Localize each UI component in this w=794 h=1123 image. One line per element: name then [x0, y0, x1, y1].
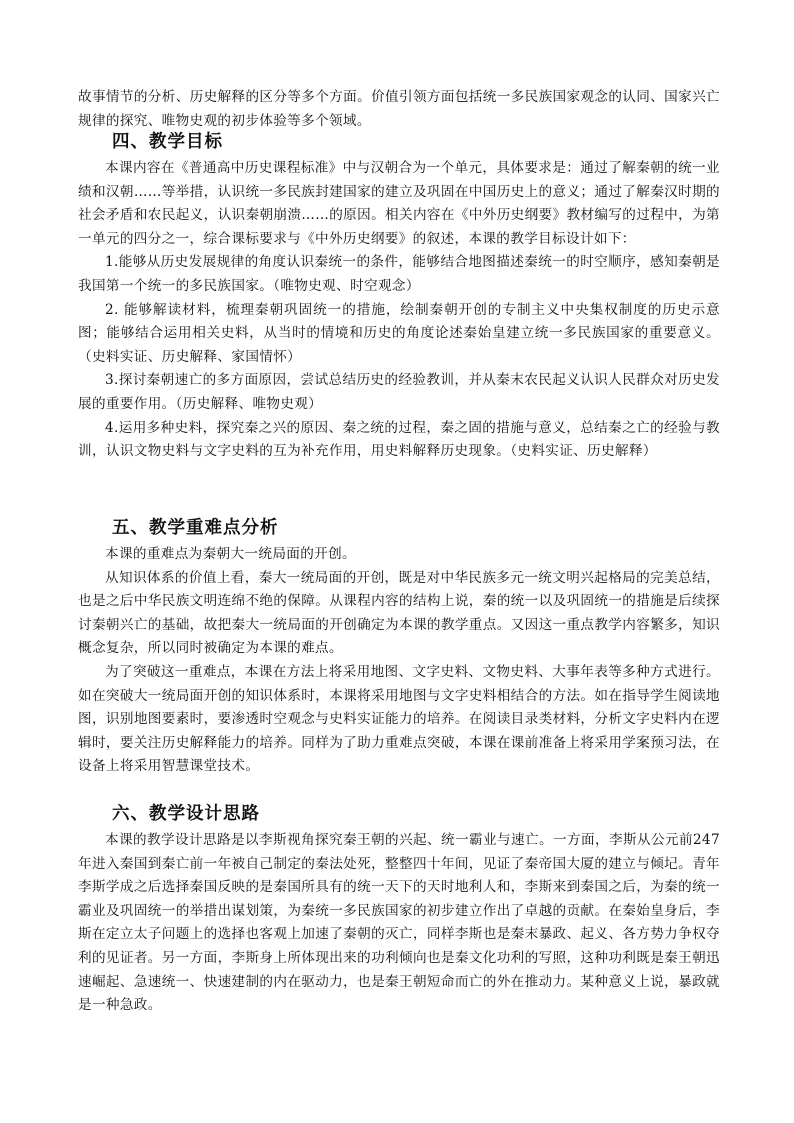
- section-5-paragraph-1: 本课的重难点为秦朝大一统局面的开创。: [105, 546, 356, 562]
- section-4-paragraph: 本课内容在《普通高中历史课程标准》中与汉朝合为一个单元，具体要求是：通过了解秦朝的统一业绩和汉朝……等举措，认识统一多民族封建国家的建立及巩固在中国历史上的意义；通过了解秦汉时期的社会矛盾和农民起义，认识秦朝崩溃……的原因。相关内容在《中外历史纲要》教材编写的过程中，为第一单元的四分之一，综合课标要求与《中外历史纲要》的叙述，本课的教学目标设计如下：: [78, 160, 720, 247]
- section-5-paragraph-2: 从知识体系的价值上看，秦大一统局面的开创，既是对中华民族多元一统文明兴起格局的完美总结，也是之后中华民族文明连绵不绝的保障。从课程内容的结构上说，秦的统一以及巩固统一的措施是后续探讨秦朝兴亡的基础，故把秦大一统局面的开创确定为本课的教学重点。又因这一重点教学内容繁多，知识概念复杂，所以同时被确定为本课的难点。: [78, 569, 720, 657]
- section-5-heading: 五、教学重难点分析: [112, 518, 279, 538]
- section-4-heading: 四、教学目标: [112, 132, 223, 152]
- section-5-body: [78, 543, 720, 779]
- teaching-goal-3: 3.探讨秦朝速亡的多方面原因，尝试总结历史的经验教训，并从秦末农民起义认识人民群众对历史发展的重要作用。（历史解释、唯物史观）: [78, 372, 720, 412]
- intro-paragraph: 故事情节的分析、历史解释的区分等多个方面。价值引领方面包括统一多民族国家观念的认同、国家兴亡规律的探究、唯物史观的初步体验等多个领域。: [78, 89, 720, 129]
- section-6-body: [78, 829, 720, 1018]
- teaching-goal-4: 4.运用多种史料，探究秦之兴的原因、秦之统的过程，秦之固的措施与意义，总结秦之亡的经验与教训，认识文物史料与文字史料的互为补充作用，用史料解释历史现象。（史料实证、历史解释）: [78, 419, 720, 460]
- intro-paragraph-block: [78, 86, 720, 133]
- section-6-paragraph: 本课的教学设计思路是以李斯视角探究秦王朝的兴起、统一霸业与速亡。一方面，李斯从公元前247年进入秦国到秦亡前一年被自己制定的秦法处死，整整四十年间，见证了秦帝国大厦的建立与倾圮。青年李斯学成之后选择秦国反映的是秦国所具有的统一天下的天时地利人和，李斯来到秦国之后，为秦的统一霸业及巩固统一的举措出谋划策，为秦统一多民族国家的初步建立作出了卓越的贡献。在秦始皇身后，李斯在定立太子问题上的选择也客观上加速了秦朝的灭亡，同样李斯也是秦末暴政、起义、各方势力争权夺利的见证者。另一方面，李斯身上所体现出来的功利倾向也是秦文化功利的写照，这种功利既是秦王朝迅速崛起、急速统一、快速建制的内在驱动力，也是秦王朝短命而亡的外在推动力。某种意义上说，暴政就是一种急政。: [78, 832, 720, 1014]
- section-4-body: [78, 157, 720, 464]
- teaching-goal-1: 1.能够从历史发展规律的角度认识秦统一的条件，能够结合地图描述秦统一的时空顺序，感知秦朝是我国第一个统一的多民族国家。（唯物史观、时空观念）: [78, 254, 720, 294]
- section-6-heading: 六、教学设计思路: [112, 804, 260, 824]
- section-5-paragraph-3: 为了突破这一重难点，本课在方法上将采用地图、文字史料、文物史料、大事年表等多种方式进行。如在突破大一统局面开创的知识体系时，本课将采用地图与文字史料相结合的方法。如在指导学生阅读地图，识别地图要素时，要渗透时空观念与史料实证能力的培养。在阅读目录类材料，分析文字史料内在逻辑时，要关注历史解释能力的培养。同样为了助力重难点突破，本课在课前准备上将采用学案预习法，在设备上将采用智慧课堂技术。: [78, 663, 720, 775]
- teaching-goal-2: 2. 能够解读材料，梳理秦朝巩固统一的措施，绘制秦朝开创的专制主义中央集权制度的历史示意图；能够结合运用相关史料，从当时的情境和历史的角度论述秦始皇建立统一多民族国家的重要意义。（史料实证、历史解释、家国情怀）: [78, 301, 720, 365]
